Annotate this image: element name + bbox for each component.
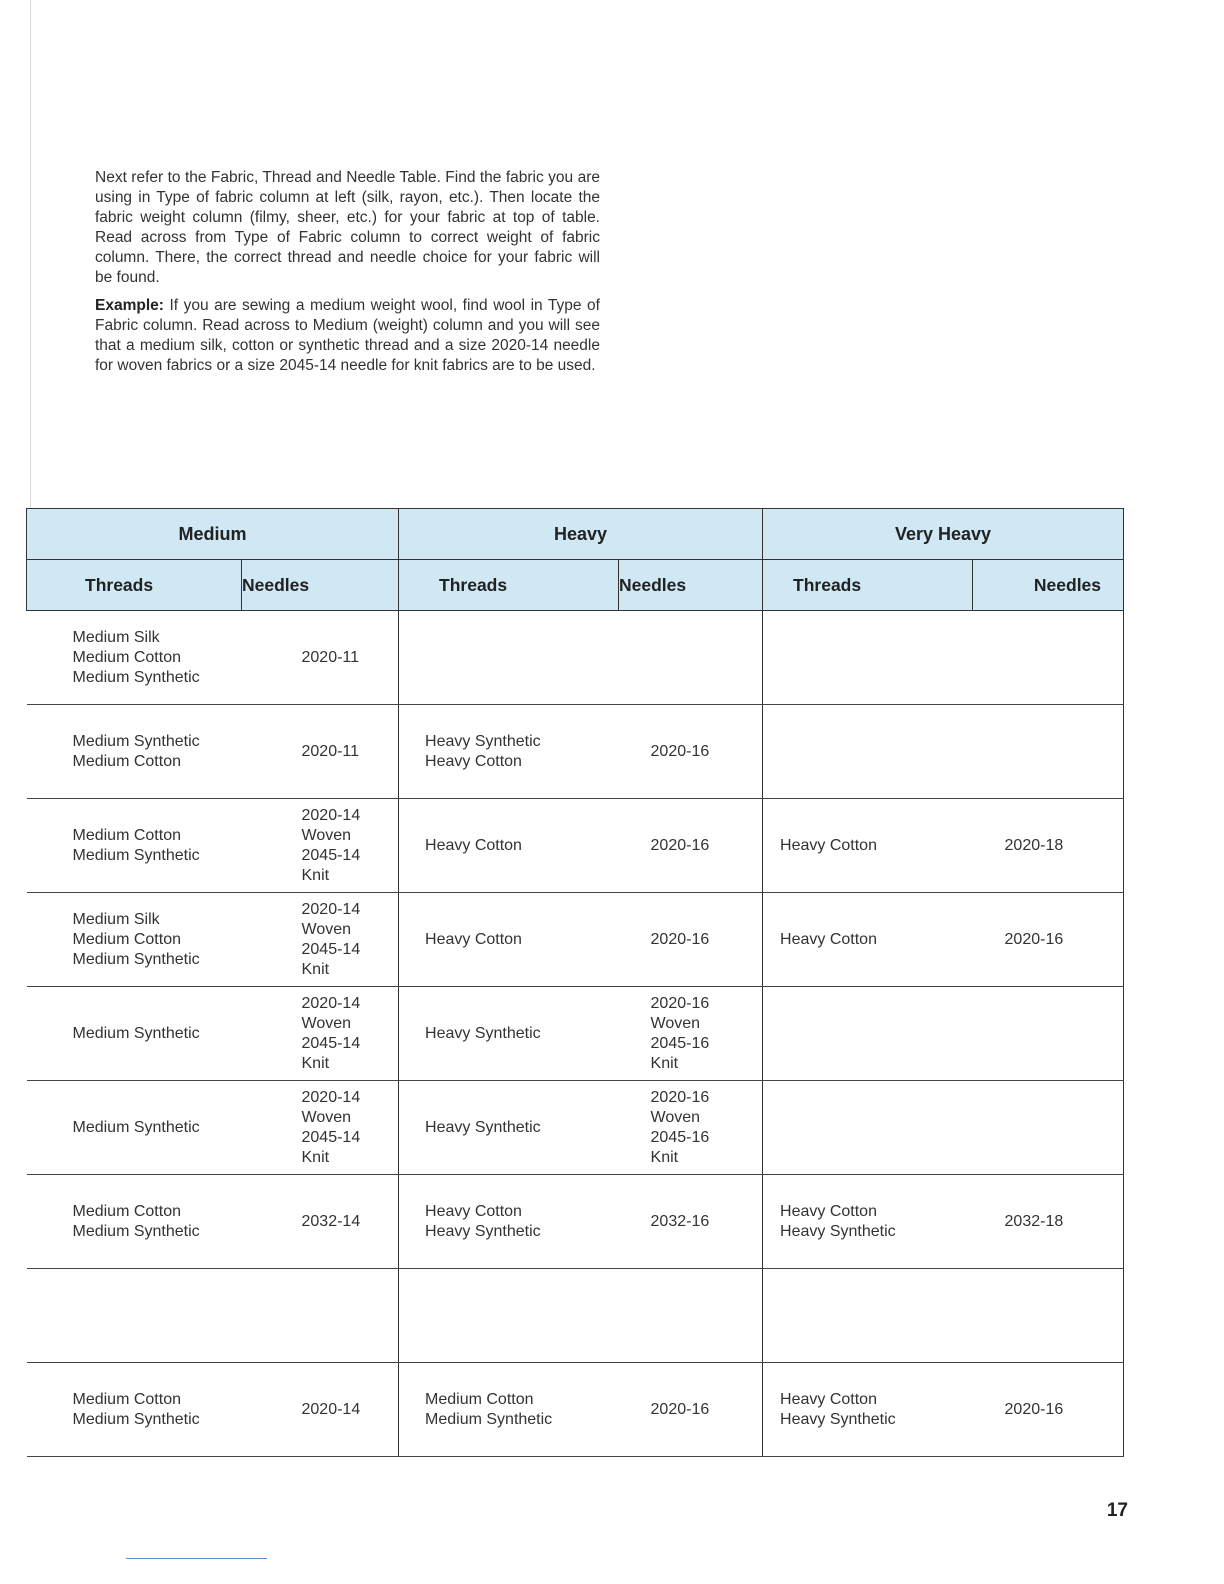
cell-line: Medium Cotton: [72, 1390, 181, 1408]
heavy-threads-cell: [399, 1363, 619, 1457]
group-header-very-heavy: Very Heavy: [763, 509, 1124, 560]
cell-line: Woven: [650, 1014, 701, 1032]
heavy-needles-header: Needles: [619, 560, 763, 611]
very-heavy-needles-cell: [973, 1081, 1124, 1175]
very-heavy-threads-cell: [763, 611, 973, 705]
medium-threads-header: Threads: [27, 560, 242, 611]
heavy-threads-cell: [399, 705, 619, 799]
medium-threads-cell: [27, 987, 242, 1081]
cell-line: 2020-16: [1004, 930, 1064, 948]
cell-line: 2045-16: [650, 1034, 710, 1052]
table-row: [27, 1363, 1124, 1457]
cell-line: Woven: [301, 826, 352, 844]
cell-line: Knit: [301, 866, 330, 884]
table-row: [27, 987, 1124, 1081]
heavy-needles-cell: [619, 1363, 763, 1457]
heavy-needles-cell: [619, 893, 763, 987]
heavy-needles-cell: [619, 987, 763, 1081]
cell-line: 2020-11: [301, 648, 360, 666]
page-binding-edge: [30, 0, 31, 510]
cell-line: Heavy Cotton: [425, 836, 522, 854]
intro-text: [95, 168, 600, 384]
very-heavy-needles-cell: [973, 1269, 1124, 1363]
cell-line: Medium Synthetic: [72, 1222, 200, 1240]
cell-line: 2020-16: [650, 742, 710, 760]
heavy-needles-cell: [619, 1081, 763, 1175]
cell-line: Heavy Cotton: [780, 930, 877, 948]
cell-line: Heavy Synthetic: [425, 1024, 541, 1042]
table-row: [27, 1269, 1124, 1363]
medium-needles-header: Needles: [242, 560, 399, 611]
cell-line: Heavy Synthetic: [780, 1222, 896, 1240]
cell-line: 2045-14: [301, 846, 361, 864]
medium-needles-cell: [242, 1175, 399, 1269]
heavy-threads-cell: [399, 987, 619, 1081]
very-heavy-needles-header: Needles: [973, 560, 1124, 611]
cell-line: Medium Synthetic: [72, 1410, 200, 1428]
cell-line: 2020-14: [301, 1400, 361, 1418]
medium-threads-cell: [27, 799, 242, 893]
page-number: 17: [1106, 1500, 1128, 1521]
very-heavy-needles-cell: [973, 987, 1124, 1081]
heavy-needles-cell: [619, 799, 763, 893]
medium-needles-cell: [242, 799, 399, 893]
cell-line: 2020-14: [301, 806, 361, 824]
example-paragraph: [95, 296, 600, 376]
very-heavy-threads-header: Threads: [763, 560, 973, 611]
medium-threads-cell: [27, 1363, 242, 1457]
cell-line: 2020-14: [301, 994, 361, 1012]
cell-line: Medium Cotton: [72, 1202, 181, 1220]
cell-line: Heavy Cotton: [425, 930, 522, 948]
table-row: [27, 1175, 1124, 1269]
very-heavy-threads-cell: [763, 1363, 973, 1457]
very-heavy-needles-cell: [973, 705, 1124, 799]
group-header-heavy: Heavy: [399, 509, 763, 560]
table-body: [27, 611, 1124, 1457]
medium-threads-cell: [27, 893, 242, 987]
table-row: [27, 893, 1124, 987]
cell-line: Medium Cotton: [72, 826, 181, 844]
example-text: If you are sewing a medium weight wool, find wool in Type of Fabric column. Read across to Medium (weight) column and you will see that a medium silk, cotton or synthetic thread and a size 2020-14 needle for woven fabrics or a size 2045-14 needle for knit fabrics are to be used.: [95, 297, 600, 374]
cell-line: 2020-16: [650, 994, 710, 1012]
very-heavy-threads-cell: [763, 893, 973, 987]
cell-line: Woven: [301, 920, 352, 938]
cell-line: Medium Silk: [72, 628, 160, 646]
cell-line: 2020-14: [301, 900, 361, 918]
heavy-needles-cell: [619, 1269, 763, 1363]
cell-line: Medium Cotton: [72, 930, 181, 948]
medium-threads-cell: [27, 1269, 242, 1363]
cell-line: Medium Synthetic: [72, 950, 200, 968]
cell-line: Knit: [650, 1054, 679, 1072]
heavy-threads-cell: [399, 1269, 619, 1363]
cell-line: 2020-11: [301, 742, 360, 760]
cell-line: 2020-16: [650, 930, 710, 948]
thread-needle-table: [26, 508, 1124, 1457]
cell-line: Heavy Synthetic: [425, 1222, 541, 1240]
very-heavy-threads-cell: [763, 1269, 973, 1363]
table-row: [27, 611, 1124, 705]
cell-line: 2045-14: [301, 1128, 361, 1146]
cell-line: Medium Synthetic: [72, 732, 200, 750]
cell-line: Woven: [650, 1108, 701, 1126]
cell-line: 2020-16: [1004, 1400, 1064, 1418]
table-row: [27, 1081, 1124, 1175]
medium-threads-cell: [27, 1081, 242, 1175]
very-heavy-needles-cell: [973, 799, 1124, 893]
cell-line: Medium Cotton: [72, 752, 181, 770]
cell-line: Heavy Synthetic: [425, 732, 541, 750]
very-heavy-threads-cell: [763, 1175, 973, 1269]
cell-line: Heavy Cotton: [780, 1390, 877, 1408]
heavy-needles-cell: [619, 1175, 763, 1269]
sub-header-row: [27, 560, 1124, 611]
medium-threads-cell: [27, 1175, 242, 1269]
table-row: [27, 799, 1124, 893]
cell-line: Medium Silk: [72, 910, 160, 928]
cell-line: 2020-14: [301, 1088, 361, 1106]
very-heavy-threads-cell: [763, 1081, 973, 1175]
cell-line: Woven: [301, 1014, 352, 1032]
cell-line: 2032-14: [301, 1212, 361, 1230]
heavy-threads-cell: [399, 799, 619, 893]
medium-needles-cell: [242, 611, 399, 705]
cell-line: 2032-18: [1004, 1212, 1064, 1230]
group-header-row: [27, 509, 1124, 560]
example-label: Example:: [95, 297, 164, 314]
cell-line: Heavy Cotton: [425, 1202, 522, 1220]
very-heavy-threads-cell: [763, 987, 973, 1081]
medium-needles-cell: [242, 1081, 399, 1175]
medium-needles-cell: [242, 1269, 399, 1363]
cell-line: 2020-18: [1004, 836, 1064, 854]
heavy-threads-cell: [399, 1081, 619, 1175]
heavy-threads-cell: [399, 893, 619, 987]
heavy-threads-cell: [399, 611, 619, 705]
medium-needles-cell: [242, 987, 399, 1081]
cell-line: Knit: [301, 1054, 330, 1072]
cell-line: Medium Cotton: [72, 648, 181, 666]
medium-threads-cell: [27, 611, 242, 705]
cell-line: 2020-16: [650, 1088, 710, 1106]
cell-line: Medium Cotton: [425, 1390, 534, 1408]
cell-line: Medium Synthetic: [425, 1410, 553, 1428]
heavy-threads-header: Threads: [399, 560, 619, 611]
cell-line: 2045-16: [650, 1128, 710, 1146]
cell-line: Knit: [301, 960, 330, 978]
group-header-medium: Medium: [27, 509, 399, 560]
very-heavy-needles-cell: [973, 611, 1124, 705]
cell-line: Knit: [301, 1148, 330, 1166]
cell-line: Knit: [650, 1148, 679, 1166]
table-row: [27, 705, 1124, 799]
cell-line: 2045-14: [301, 940, 361, 958]
heavy-threads-cell: [399, 1175, 619, 1269]
heavy-needles-cell: [619, 611, 763, 705]
cell-line: Medium Synthetic: [72, 1118, 200, 1136]
cell-line: Heavy Cotton: [425, 752, 522, 770]
cell-line: Heavy Synthetic: [425, 1118, 541, 1136]
cell-line: 2020-16: [650, 836, 710, 854]
heavy-needles-cell: [619, 705, 763, 799]
cell-line: Medium Synthetic: [72, 846, 200, 864]
footer-rule: [126, 1558, 267, 1559]
medium-needles-cell: [242, 1363, 399, 1457]
cell-line: 2032-16: [650, 1212, 710, 1230]
very-heavy-needles-cell: [973, 893, 1124, 987]
intro-paragraph: Next refer to the Fabric, Thread and Needle Table. Find the fabric you are using in Type of fabric column at left (silk, rayon, etc.). Then locate the fabric weight column (filmy, sheer, etc.) for your fabric at top of table. Read across from Type of Fabric column to correct weight of fabric column. There, the correct thread and needle choice for your fabric will be found.: [95, 169, 600, 286]
very-heavy-threads-cell: [763, 705, 973, 799]
medium-needles-cell: [242, 893, 399, 987]
cell-line: 2045-14: [301, 1034, 361, 1052]
cell-line: Heavy Cotton: [780, 836, 877, 854]
cell-line: Heavy Cotton: [780, 1202, 877, 1220]
very-heavy-needles-cell: [973, 1175, 1124, 1269]
cell-line: Medium Synthetic: [72, 668, 200, 686]
very-heavy-threads-cell: [763, 799, 973, 893]
cell-line: Heavy Synthetic: [780, 1410, 896, 1428]
cell-line: Medium Synthetic: [72, 1024, 200, 1042]
very-heavy-needles-cell: [973, 1363, 1124, 1457]
cell-line: Woven: [301, 1108, 352, 1126]
medium-needles-cell: [242, 705, 399, 799]
medium-threads-cell: [27, 705, 242, 799]
cell-line: 2020-16: [650, 1400, 710, 1418]
